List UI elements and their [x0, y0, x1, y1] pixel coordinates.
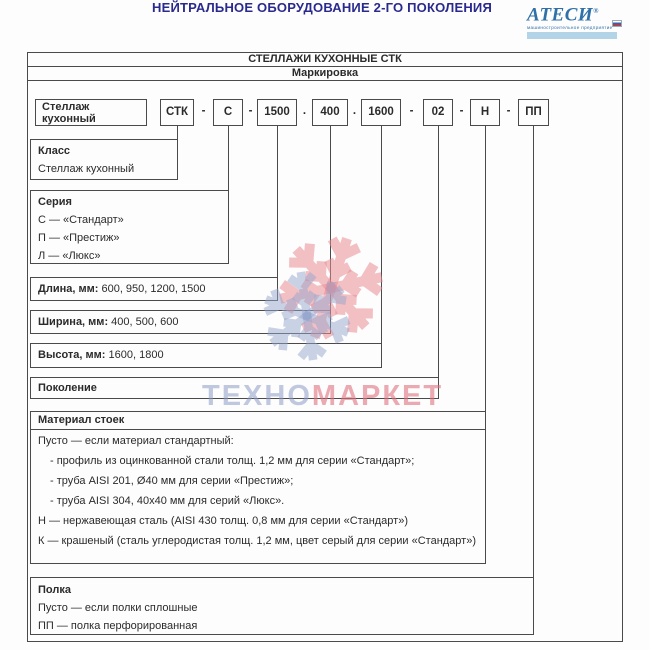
- code-box-shelf: ПП: [518, 99, 549, 126]
- code-box-series: С: [213, 99, 243, 126]
- section-box-material: [30, 411, 486, 564]
- connector-line-class: [177, 126, 178, 140]
- page-title: НЕЙТРАЛЬНОЕ ОБОРУДОВАНИЕ 2-ГО ПОКОЛЕНИЯ: [151, 0, 492, 15]
- section-line: П — «Престиж»: [38, 232, 120, 244]
- section-line: Стеллаж кухонный: [38, 163, 135, 175]
- logo-underline-bar: [527, 32, 617, 39]
- section-values: 1600, 1800: [105, 349, 164, 361]
- section-line: Н — нержавеющая сталь (AISI 430 толщ. 0,8 мм для серии «Стандарт»): [38, 515, 408, 527]
- connector-line-height: [381, 126, 382, 343]
- logo-subtitle: машиностроительное предприятие: [527, 25, 613, 31]
- section-box-class: [30, 139, 178, 180]
- connector-line-shelf: [533, 126, 534, 577]
- section-body: [31, 430, 485, 549]
- section-line: - профиль из оцинкованной стали толщ. 1,2 мм для серии «Стандарт»;: [50, 455, 415, 467]
- logo-text: АТЕСИ: [527, 4, 594, 26]
- marking-separator: -: [459, 105, 464, 117]
- section-values: 400, 500, 600: [108, 316, 179, 328]
- watermark-text-part1: ТЕХНО: [202, 380, 312, 412]
- code-box-height: 1600: [361, 99, 401, 126]
- section-label: Ширина, мм:: [38, 316, 109, 328]
- section-line: - труба AISI 304, 40х40 мм для серий «Люкс».: [50, 495, 285, 507]
- registered-trademark-icon: ®: [593, 7, 599, 15]
- connector-line-width: [330, 126, 331, 310]
- section-box-shelf: [30, 577, 534, 635]
- section-box-height: [30, 343, 382, 368]
- marking-separator: -: [201, 105, 206, 117]
- section-line: - труба AISI 201, Ø40 мм для серии «Престиж»;: [50, 475, 294, 487]
- section-line: Пусто — если полки сплошные: [38, 602, 198, 614]
- code-box-length: 1500: [257, 99, 297, 126]
- code-box-generation: 02: [423, 99, 453, 126]
- section-title: Материал стоек: [31, 412, 485, 430]
- marking-separator: -: [248, 105, 253, 117]
- section-label: Высота, мм:: [38, 349, 106, 361]
- section-title: Серия: [38, 196, 72, 208]
- connector-line-generation: [438, 126, 439, 377]
- connector-line-series: [228, 126, 229, 190]
- section-box-generation: [30, 377, 439, 399]
- connector-line-length: [277, 126, 278, 277]
- marking-separator: -: [409, 105, 414, 117]
- code-box-material: Н: [470, 99, 500, 126]
- code-box-stk: СТК: [160, 99, 194, 126]
- company-logo: [527, 2, 623, 39]
- logo-wordmark: [527, 2, 623, 24]
- section-title: Поколение: [38, 382, 97, 394]
- section-line: С — «Стандарт»: [38, 214, 124, 226]
- section-title: Полка: [38, 584, 71, 596]
- watermark-text-part2: МАРКЕТ: [311, 380, 444, 412]
- section-values: 600, 950, 1200, 1500: [98, 283, 206, 295]
- marking-separator: .: [352, 105, 357, 117]
- section-line: Л — «Люкс»: [38, 250, 101, 262]
- marking-separator: -: [506, 105, 511, 117]
- document-subtitle: Маркировка: [28, 67, 622, 81]
- section-box-series: [30, 190, 229, 264]
- section-label: Длина, мм:: [38, 283, 99, 295]
- section-line: К — крашеный (сталь углеродистая толщ. 1,2 мм, цвет серый для серии «Стандарт»): [38, 535, 476, 547]
- flag-icon: [613, 21, 621, 26]
- section-box-length: [30, 277, 278, 301]
- connector-line-material: [485, 126, 486, 411]
- section-box-width: [30, 310, 331, 334]
- document-title: СТЕЛЛАЖИ КУХОННЫЕ СТК: [28, 53, 622, 67]
- marking-separator: .: [302, 105, 307, 117]
- product-label-box: Стеллаж кухонный: [35, 99, 147, 126]
- section-line: ПП — полка перфорированная: [38, 620, 198, 632]
- section-title: Класс: [38, 145, 71, 157]
- section-line: Пусто — если материал стандартный:: [38, 435, 234, 447]
- code-box-width: 400: [312, 99, 348, 126]
